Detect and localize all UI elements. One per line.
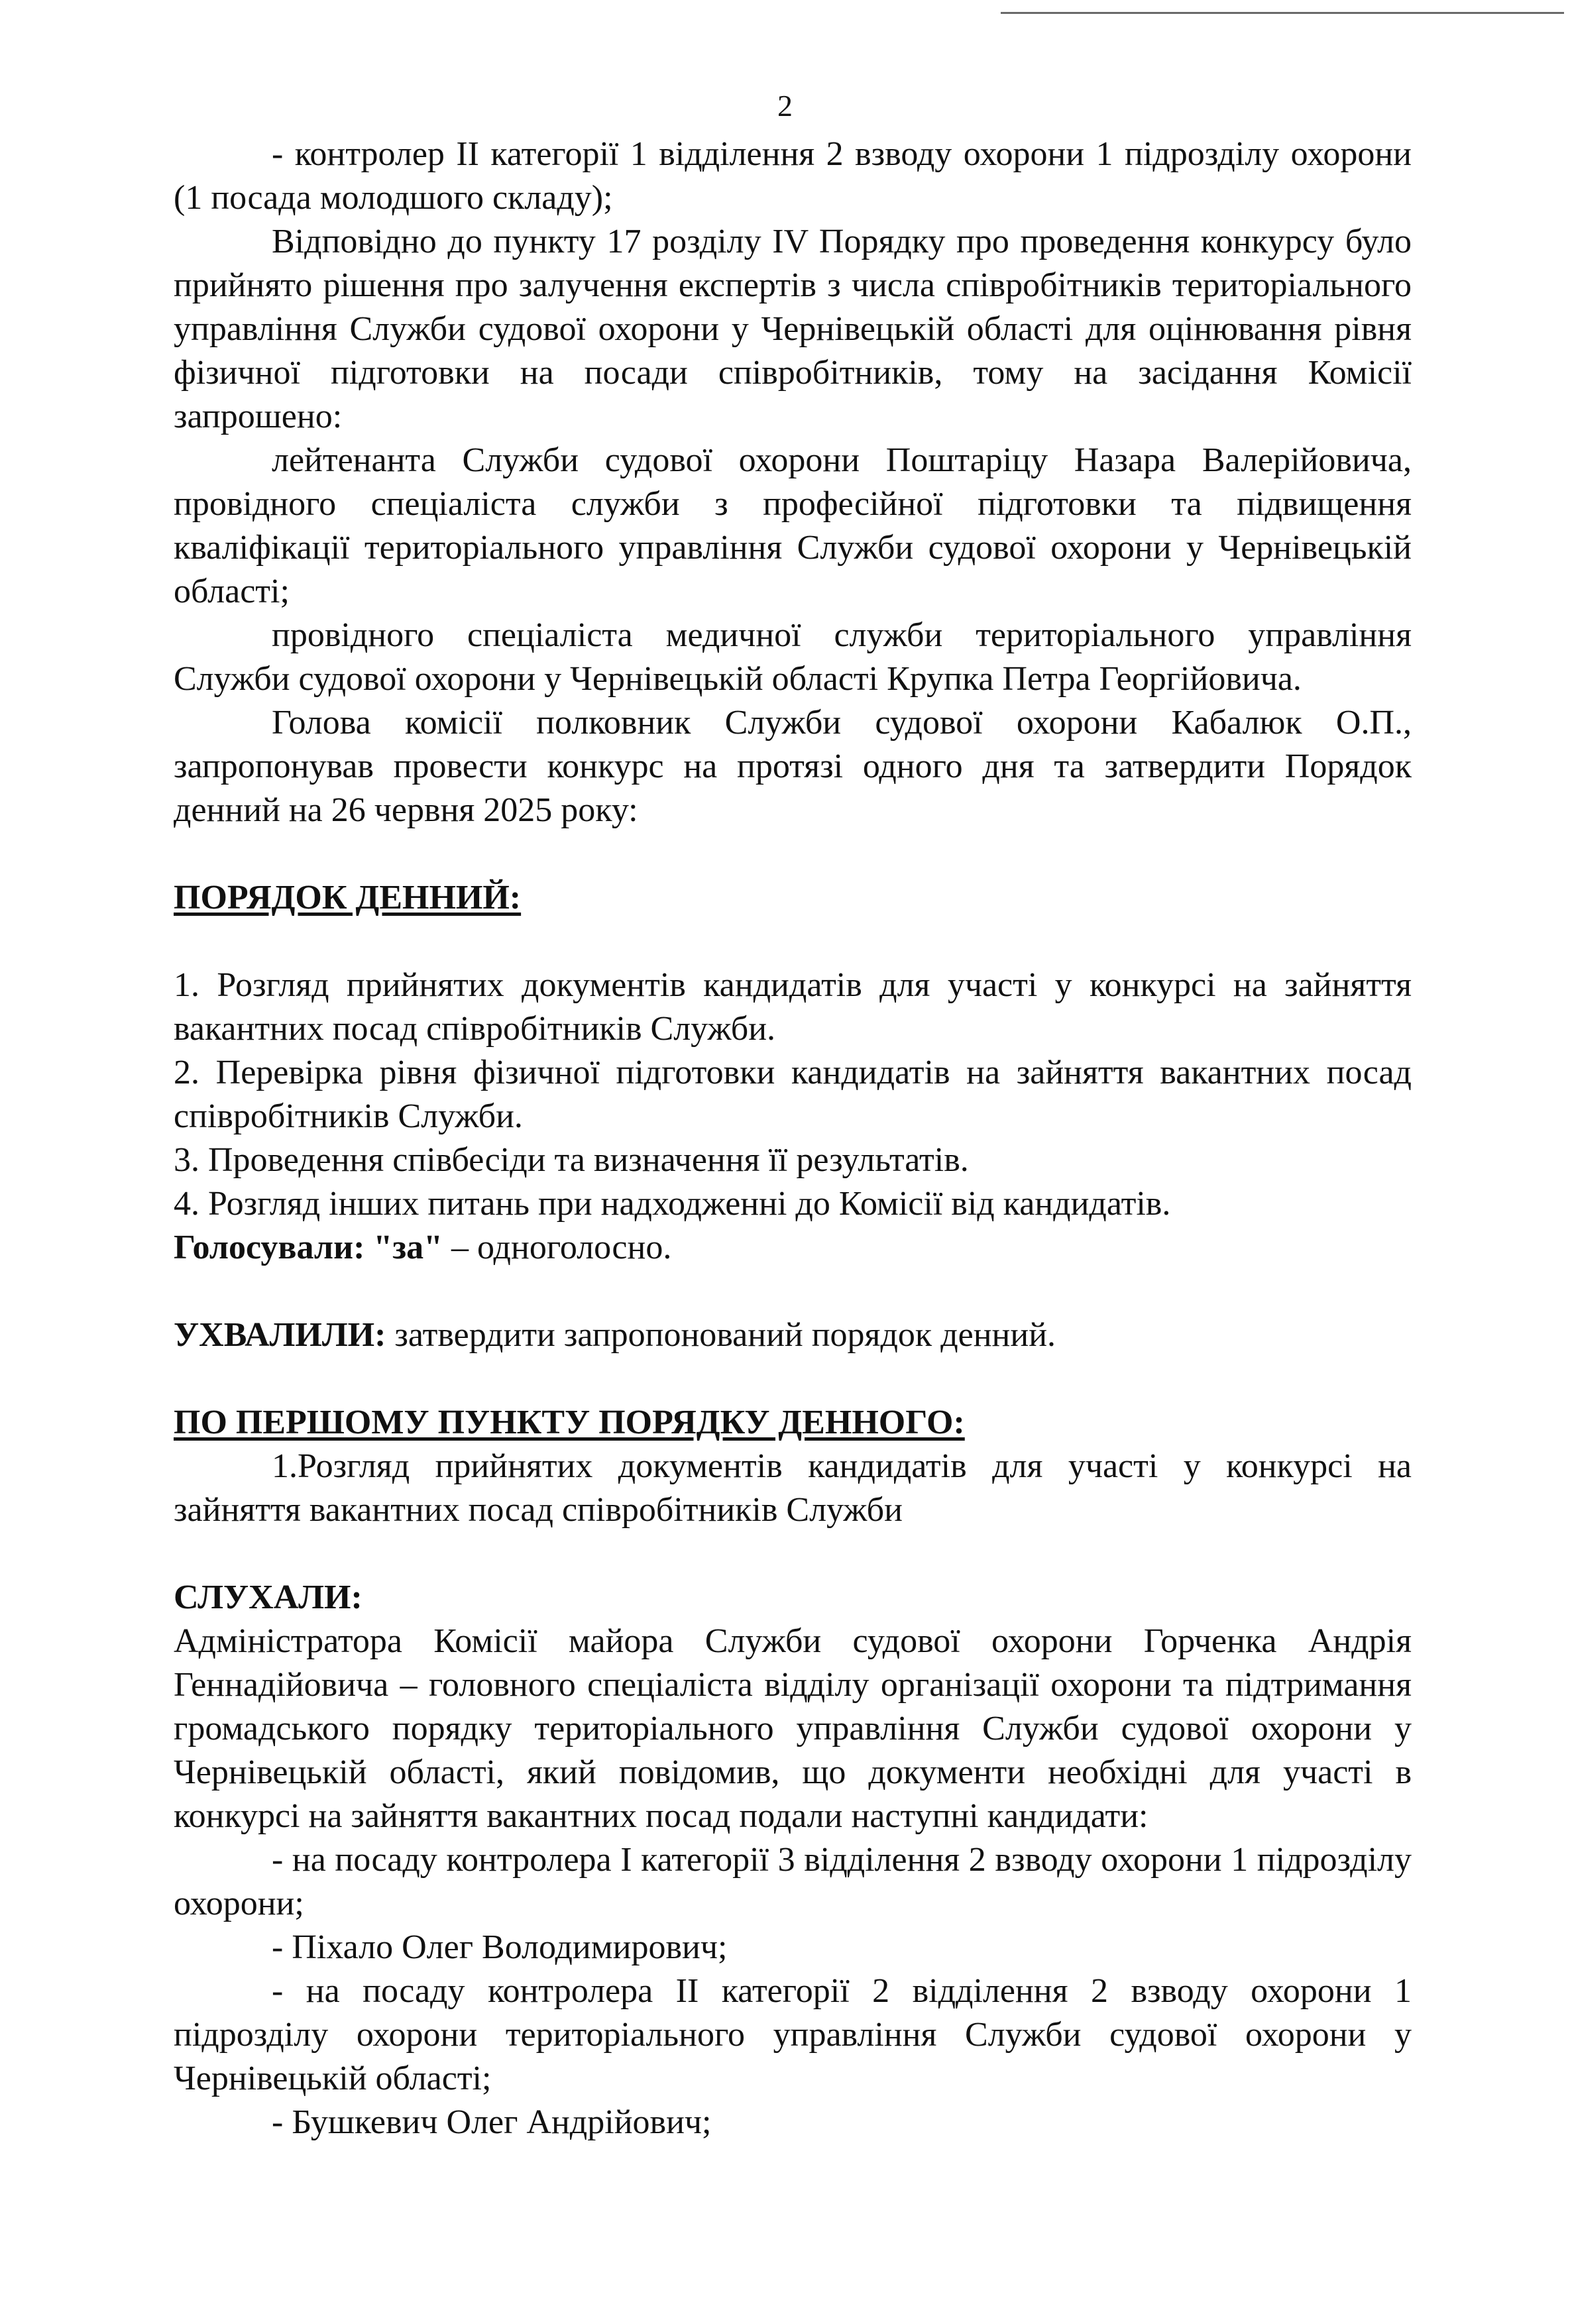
paragraph-chairman-proposal: Голова комісії полковник Служби судової охорони Кабалюк О.П., запропонував провести конкурс на протязі одного дня та затвердити Порядок денний на 26 червня 2025 року: xyxy=(174,704,1412,829)
candidate-position-1: - на посаду контролера І категорії 3 відділення 2 взводу охорони 1 підрозділу охорони; xyxy=(174,1841,1412,1922)
agenda-item-2: 2. Перевірка рівня фізичної підготовки кандидатів на зайняття вакантних посад співробітників Служби. xyxy=(174,1054,1412,1135)
paragraph-position-list-end: - контролер ІІ категорії 1 відділення 2 взводу охорони 1 підрозділу охорони (1 посада молодшого складу); xyxy=(174,135,1412,217)
spacer xyxy=(174,920,1412,964)
spacer xyxy=(174,1270,1412,1313)
agenda-item-1: 1. Розгляд прийнятих документів кандидатів для участі у конкурсі на зайняття вакантних посад співробітників Служби. xyxy=(174,966,1412,1048)
resolved-label: УХВАЛИЛИ: xyxy=(174,1316,386,1354)
resolved-line xyxy=(174,1313,1412,1357)
spacer xyxy=(174,1357,1412,1401)
agenda-item-3: 3. Проведення співбесіди та визначення її результатів. xyxy=(174,1141,969,1179)
paragraph-expert-krupka: провідного спеціаліста медичної служби територіального управління Служби судової охорони у Чернівецькій області Крупка Петра Георгійовича. xyxy=(174,616,1412,698)
heard-text: Адміністратора Комісії майора Служби судової охорони Горченка Андрія Геннадійовича – головного спеціаліста відділу організації охорони та підтримання громадського порядку територіального управління Служби судової охорони у Чернівецькій області, який повідомив, що документи необхідні для участі в конкурсі на зайняття вакантних посад подали наступні кандидати: xyxy=(174,1622,1412,1835)
resolved-text: затвердити запропонований порядок денний. xyxy=(386,1316,1056,1354)
vote-label: Голосували: "за" xyxy=(174,1229,443,1266)
agenda-heading: ПОРЯДОК ДЕННИЙ: xyxy=(174,879,522,916)
spacer xyxy=(174,1532,1412,1576)
scan-edge-line xyxy=(1001,12,1564,14)
page-number: 2 xyxy=(777,89,793,123)
vote-text: – одноголосно. xyxy=(443,1229,672,1266)
candidate-position-2: - на посаду контролера ІІ категорії 2 відділення 2 взводу охорони 1 підрозділу охорони територіального управління Служби судової охорони у Чернівецькій області; xyxy=(174,1972,1412,2097)
candidate-name-1: - Піхало Олег Володимирович; xyxy=(272,1928,728,1966)
agenda-item-4: 4. Розгляд інших питань при надходженні до Комісії від кандидатів. xyxy=(174,1185,1171,1223)
heard-label: СЛУХАЛИ: xyxy=(174,1578,363,1616)
first-item-text: 1.Розгляд прийнятих документів кандидатів для участі у конкурсі на зайняття вакантних посад співробітників Служби xyxy=(174,1447,1412,1529)
spacer xyxy=(174,832,1412,876)
paragraph-expert-poshtaritsa: лейтенанта Служби судової охорони Поштаріцу Назара Валерійовича, провідного спеціаліста служби з професійної підготовки та підвищення кваліфікації територіального управління Служби судової охорони у Чернівецькій області; xyxy=(174,441,1412,610)
first-item-heading: ПО ПЕРШОМУ ПУНКТУ ПОРЯДКУ ДЕННОГО: xyxy=(174,1404,965,1441)
vote-line xyxy=(174,1226,1412,1270)
document-body xyxy=(174,133,1412,2144)
paragraph-experts-decision: Відповідно до пункту 17 розділу IV Порядку про проведення конкурсу було прийнято рішення про залучення експертів з числа співробітників територіального управління Служби судової охорони у Чернівецькій області для оцінювання рівня фізичної підготовки на посади співробітників, тому на засідання Комісії запрошено: xyxy=(174,223,1412,435)
candidate-name-2: - Бушкевич Олег Андрійович; xyxy=(272,2103,712,2141)
